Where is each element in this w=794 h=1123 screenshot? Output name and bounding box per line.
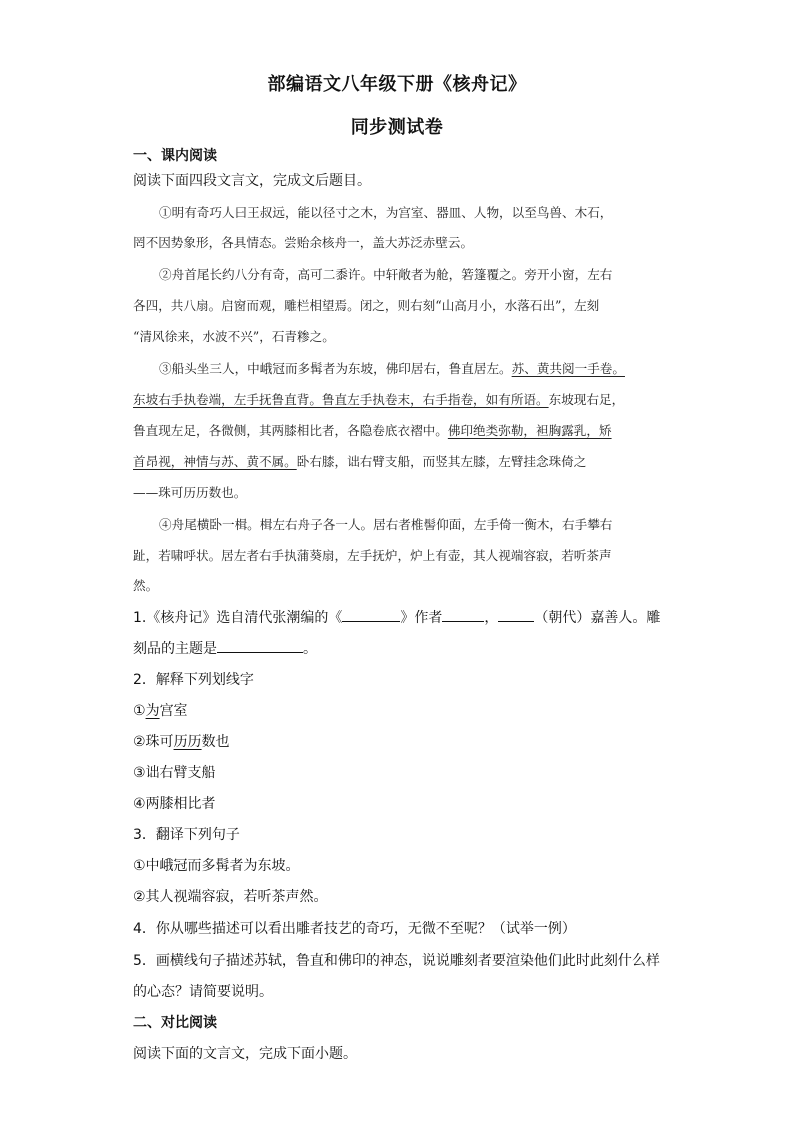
passage-p2-line2: 各四，共八扇。启窗而观，雕栏相望焉。闭之，则右刻“山高月小，水落石出”，左刻 <box>133 298 600 313</box>
question-text: （朝代）嘉善人。雕 <box>534 610 661 626</box>
item-number: ① <box>133 703 146 719</box>
question-text: 》作者 <box>400 610 443 626</box>
question-3-stem: 3．翻译下列句子 <box>133 827 240 843</box>
answer-blank[interactable] <box>498 609 534 622</box>
question-2-item-4: ④两膝相比者 <box>133 796 216 812</box>
question-text: 1.《核舟记》选自清代张潮编的《 <box>133 610 343 626</box>
question-text: 刻品的主题是 <box>133 641 217 657</box>
question-2-stem: 2．解释下列划线字 <box>133 672 254 688</box>
passage-p4-line3: 然。 <box>133 578 159 593</box>
underlined-sentence: 佛印绝类弥勒，袒胸露乳，矫 <box>447 423 612 438</box>
question-2-item-3: ③诎右臂支船 <box>133 765 216 781</box>
passage-p2-line1: ②舟首尾长约八分有奇，高可二黍许。中轩敞者为舱，箬篷覆之。旁开小窗，左右 <box>159 267 613 282</box>
item-text: ②珠可 <box>133 734 174 750</box>
question-2-item-1 <box>133 702 188 720</box>
question-3-sentence-1: ①中峨冠而多髯者为东坡。 <box>133 858 300 874</box>
question-3-sentence-2: ②其人视端容寂，若听茶声然。 <box>133 889 328 905</box>
passage-p3-line2 <box>133 391 665 409</box>
item-text: 数也 <box>201 734 230 750</box>
passage-p4-line2: 趾，若啸呼状。居左者右手执蒲葵扇，左手抚炉，炉上有壶，其人视端容寂，若听茶声 <box>133 548 612 563</box>
document-title: 部编语文八年级下册《核舟记》 <box>267 74 527 95</box>
passage-p4-line1: ④舟尾横卧一楫。楫左右舟子各一人。居右者椎髻仰面，左手倚一衡木，右手攀右 <box>159 517 613 532</box>
passage-text: 东坡现右足， <box>548 392 625 407</box>
passage-p3-line4 <box>133 453 665 471</box>
document-subtitle: 同步测试卷 <box>350 117 444 138</box>
question-5-line2: 的心态？请简要说明。 <box>133 984 273 1000</box>
passage-p3-line5: ——珠可历历数也。 <box>133 485 247 500</box>
passage-p3-line1 <box>159 360 691 378</box>
passage-text: 鲁直现左足，各微侧，其两膝相比者，各隐卷底衣褶中。 <box>133 423 448 438</box>
section-heading-2: 二、对比阅读 <box>133 1015 217 1031</box>
underlined-word: 为 <box>145 703 160 719</box>
question-1-line2 <box>133 640 317 658</box>
passage-text: ③船头坐三人，中峨冠而多髯者为东坡，佛印居右，鲁直居左。 <box>159 361 512 376</box>
passage-p3-line3 <box>133 422 665 440</box>
question-2-item-2 <box>133 733 230 751</box>
question-1-line1 <box>133 609 660 627</box>
passage-p1-line2: 罔不因势象形，各具情态。尝贻余核舟一，盖大苏泛赤壁云。 <box>133 235 474 250</box>
passage-p2-line3: “清风徐来，水波不兴”，石青糁之。 <box>133 329 335 344</box>
question-text: 。 <box>303 641 317 657</box>
section-instruction-2: 阅读下面的文言文，完成下面小题。 <box>133 1046 357 1062</box>
passage-text: 卧右膝，诎右臂支船，而竖其左膝，左臂挂念珠倚之 <box>296 454 587 469</box>
passage-p1-line1: ①明有奇巧人曰王叔远，能以径寸之木，为宫室、器皿、人物，以至鸟兽、木石， <box>159 205 613 220</box>
underlined-sentence: 东坡右手执卷端，左手抚鲁直背。鲁直左手执卷末，右手指卷，如有所语。 <box>133 392 549 407</box>
answer-blank[interactable] <box>442 609 484 622</box>
question-5-line1: 5．画横线句子描述苏轼，鲁直和佛印的神态，说说雕刻者要渲染他们此时此刻什么样 <box>133 953 660 969</box>
question-text: ， <box>484 610 499 626</box>
question-4: 4．你从哪些描述可以看出雕者技艺的奇巧，无微不至呢？（试举一例） <box>133 921 576 937</box>
item-text: 宫室 <box>159 703 188 719</box>
section-heading-1: 一、课内阅读 <box>133 148 217 164</box>
underlined-word: 历历 <box>173 734 202 750</box>
answer-blank[interactable] <box>342 609 400 622</box>
section-instruction-1: 阅读下面四段文言文，完成文后题目。 <box>133 173 371 189</box>
underlined-sentence: 苏、黄共阅一手卷。 <box>511 361 625 376</box>
answer-blank[interactable] <box>217 640 303 653</box>
underlined-sentence: 首昂视，神情与苏、黄不属。 <box>133 454 297 469</box>
